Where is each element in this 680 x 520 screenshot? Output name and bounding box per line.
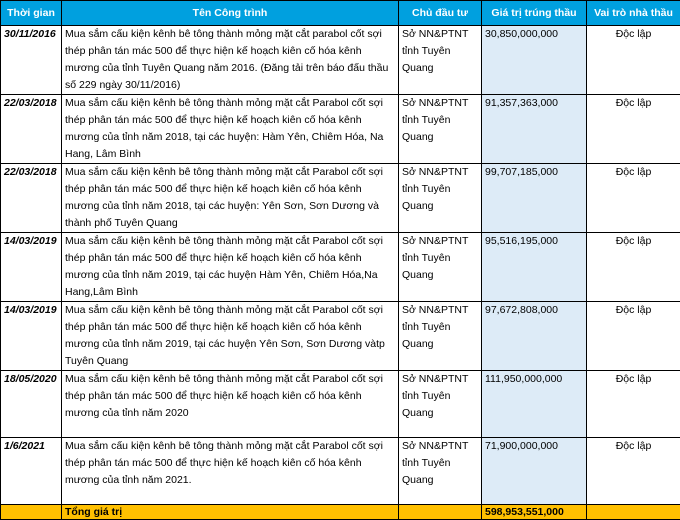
cell-role: Độc lập [587,26,680,95]
table-row [1,164,680,233]
cell-project: Mua sắm cấu kiện kênh bê tông thành mỏng mặt cắt Parabol cốt sợi thép phân tán mác 500 để thực hiện kế hoạch kiên cố hóa kênh mương của tỉnh năm 2018, tại các huyện: Hàm Yên, Chiêm Hóa, Na Hang, Lâm Bình [62,95,399,164]
total-row [1,505,680,520]
cell-investor: Sở NN&PTNT tỉnh Tuyên Quang [399,438,482,505]
cell-project: Mua sắm cấu kiện kênh bê tông thành mỏng mặt cắt Parabol cốt sợi thép phân tán mác 500 để thực hiện kế hoạch kiên cố hóa kênh mương của tỉnh năm 2019, tại các huyện Hàm Yên, Chiêm Hóa,Na Hang,Lâm Bình [62,233,399,302]
total-value: 598,953,551,000 [482,505,587,520]
cell-project: Mua sắm cấu kiện kênh bê tông thành mỏng mặt cắt parabol cốt sợi thép phân tán mác 500 để thực hiện kế hoạch kiên cố hóa kênh mương của tỉnh Tuyên Quang năm 2016. (Đăng tải trên báo đấu thầu số 229 ngày 30/11/2016) [62,26,399,95]
cell-date: 30/11/2016 [1,26,62,95]
cell-date: 18/05/2020 [1,371,62,438]
header-row [1,1,680,26]
cell-value: 111,950,000,000 [482,371,587,438]
cell-project: Mua sắm cấu kiện kênh bê tông thành mỏng mặt cắt Parabol cốt sợi thép phân tán mác 500 để thực hiện kế hoạch kiên cố hóa kênh mương của tỉnh năm 2021. [62,438,399,505]
header-project: Tên Công trình [62,1,399,26]
header-investor: Chủ đầu tư [399,1,482,26]
table-row [1,371,680,438]
total-empty-cell [1,505,62,520]
header-value: Giá trị trúng thầu [482,1,587,26]
cell-date: 22/03/2018 [1,95,62,164]
table-row [1,302,680,371]
cell-date: 14/03/2019 [1,233,62,302]
cell-project: Mua sắm cấu kiện kênh bê tông thành mỏng mặt cắt Parabol cốt sợi thép phân tán mác 500 để thực hiện kế hoạch kiên cố hóa kênh mương của tỉnh năm 2020 [62,371,399,438]
cell-role: Độc lập [587,233,680,302]
cell-role: Độc lập [587,164,680,233]
cell-value: 91,357,363,000 [482,95,587,164]
cell-investor: Sở NN&PTNT tỉnh Tuyên Quang [399,95,482,164]
cell-date: 22/03/2018 [1,164,62,233]
header-time: Thời gian [1,1,62,26]
cell-date: 14/03/2019 [1,302,62,371]
cell-date: 1/6/2021 [1,438,62,505]
table-row [1,95,680,164]
cell-investor: Sở NN&PTNT tỉnh Tuyên Quang [399,302,482,371]
cell-value: 99,707,185,000 [482,164,587,233]
cell-investor: Sở NN&PTNT tỉnh Tuyên Quang [399,164,482,233]
cell-investor: Sở NN&PTNT tỉnh Tuyên Quang [399,233,482,302]
table-row [1,438,680,505]
total-empty-cell [399,505,482,520]
table-row [1,26,680,95]
cell-value: 95,516,195,000 [482,233,587,302]
cell-value: 97,672,808,000 [482,302,587,371]
cell-value: 30,850,000,000 [482,26,587,95]
cell-project: Mua sắm cấu kiện kênh bê tông thành mỏng mặt cắt Parabol cốt sợi thép phân tán mác 500 để thực hiện kế hoạch kiên cố hóa kênh mương của tỉnh năm 2019, tại các huyện Yên Sơn, Sơn Dương vàtp Tuyên Quang [62,302,399,371]
cell-project: Mua sắm cấu kiện kênh bê tông thành mỏng mặt cắt Parabol cốt sợi thép phân tán mác 500 để thực hiện kế hoạch kiên cố hóa kênh mương của tỉnh năm 2018, tại các huyện: Yên Sơn, Sơn Dương và thành phố Tuyên Quang [62,164,399,233]
total-empty-cell [587,505,680,520]
cell-investor: Sở NN&PTNT tỉnh Tuyên Quang [399,26,482,95]
cell-role: Độc lập [587,438,680,505]
cell-role: Độc lập [587,371,680,438]
header-role: Vai trò nhà thầu [587,1,680,26]
cell-role: Độc lập [587,302,680,371]
cell-investor: Sở NN&PTNT tỉnh Tuyên Quang [399,371,482,438]
table-row [1,233,680,302]
cell-role: Độc lập [587,95,680,164]
cell-value: 71,900,000,000 [482,438,587,505]
total-label: Tổng giá trị [62,505,399,520]
